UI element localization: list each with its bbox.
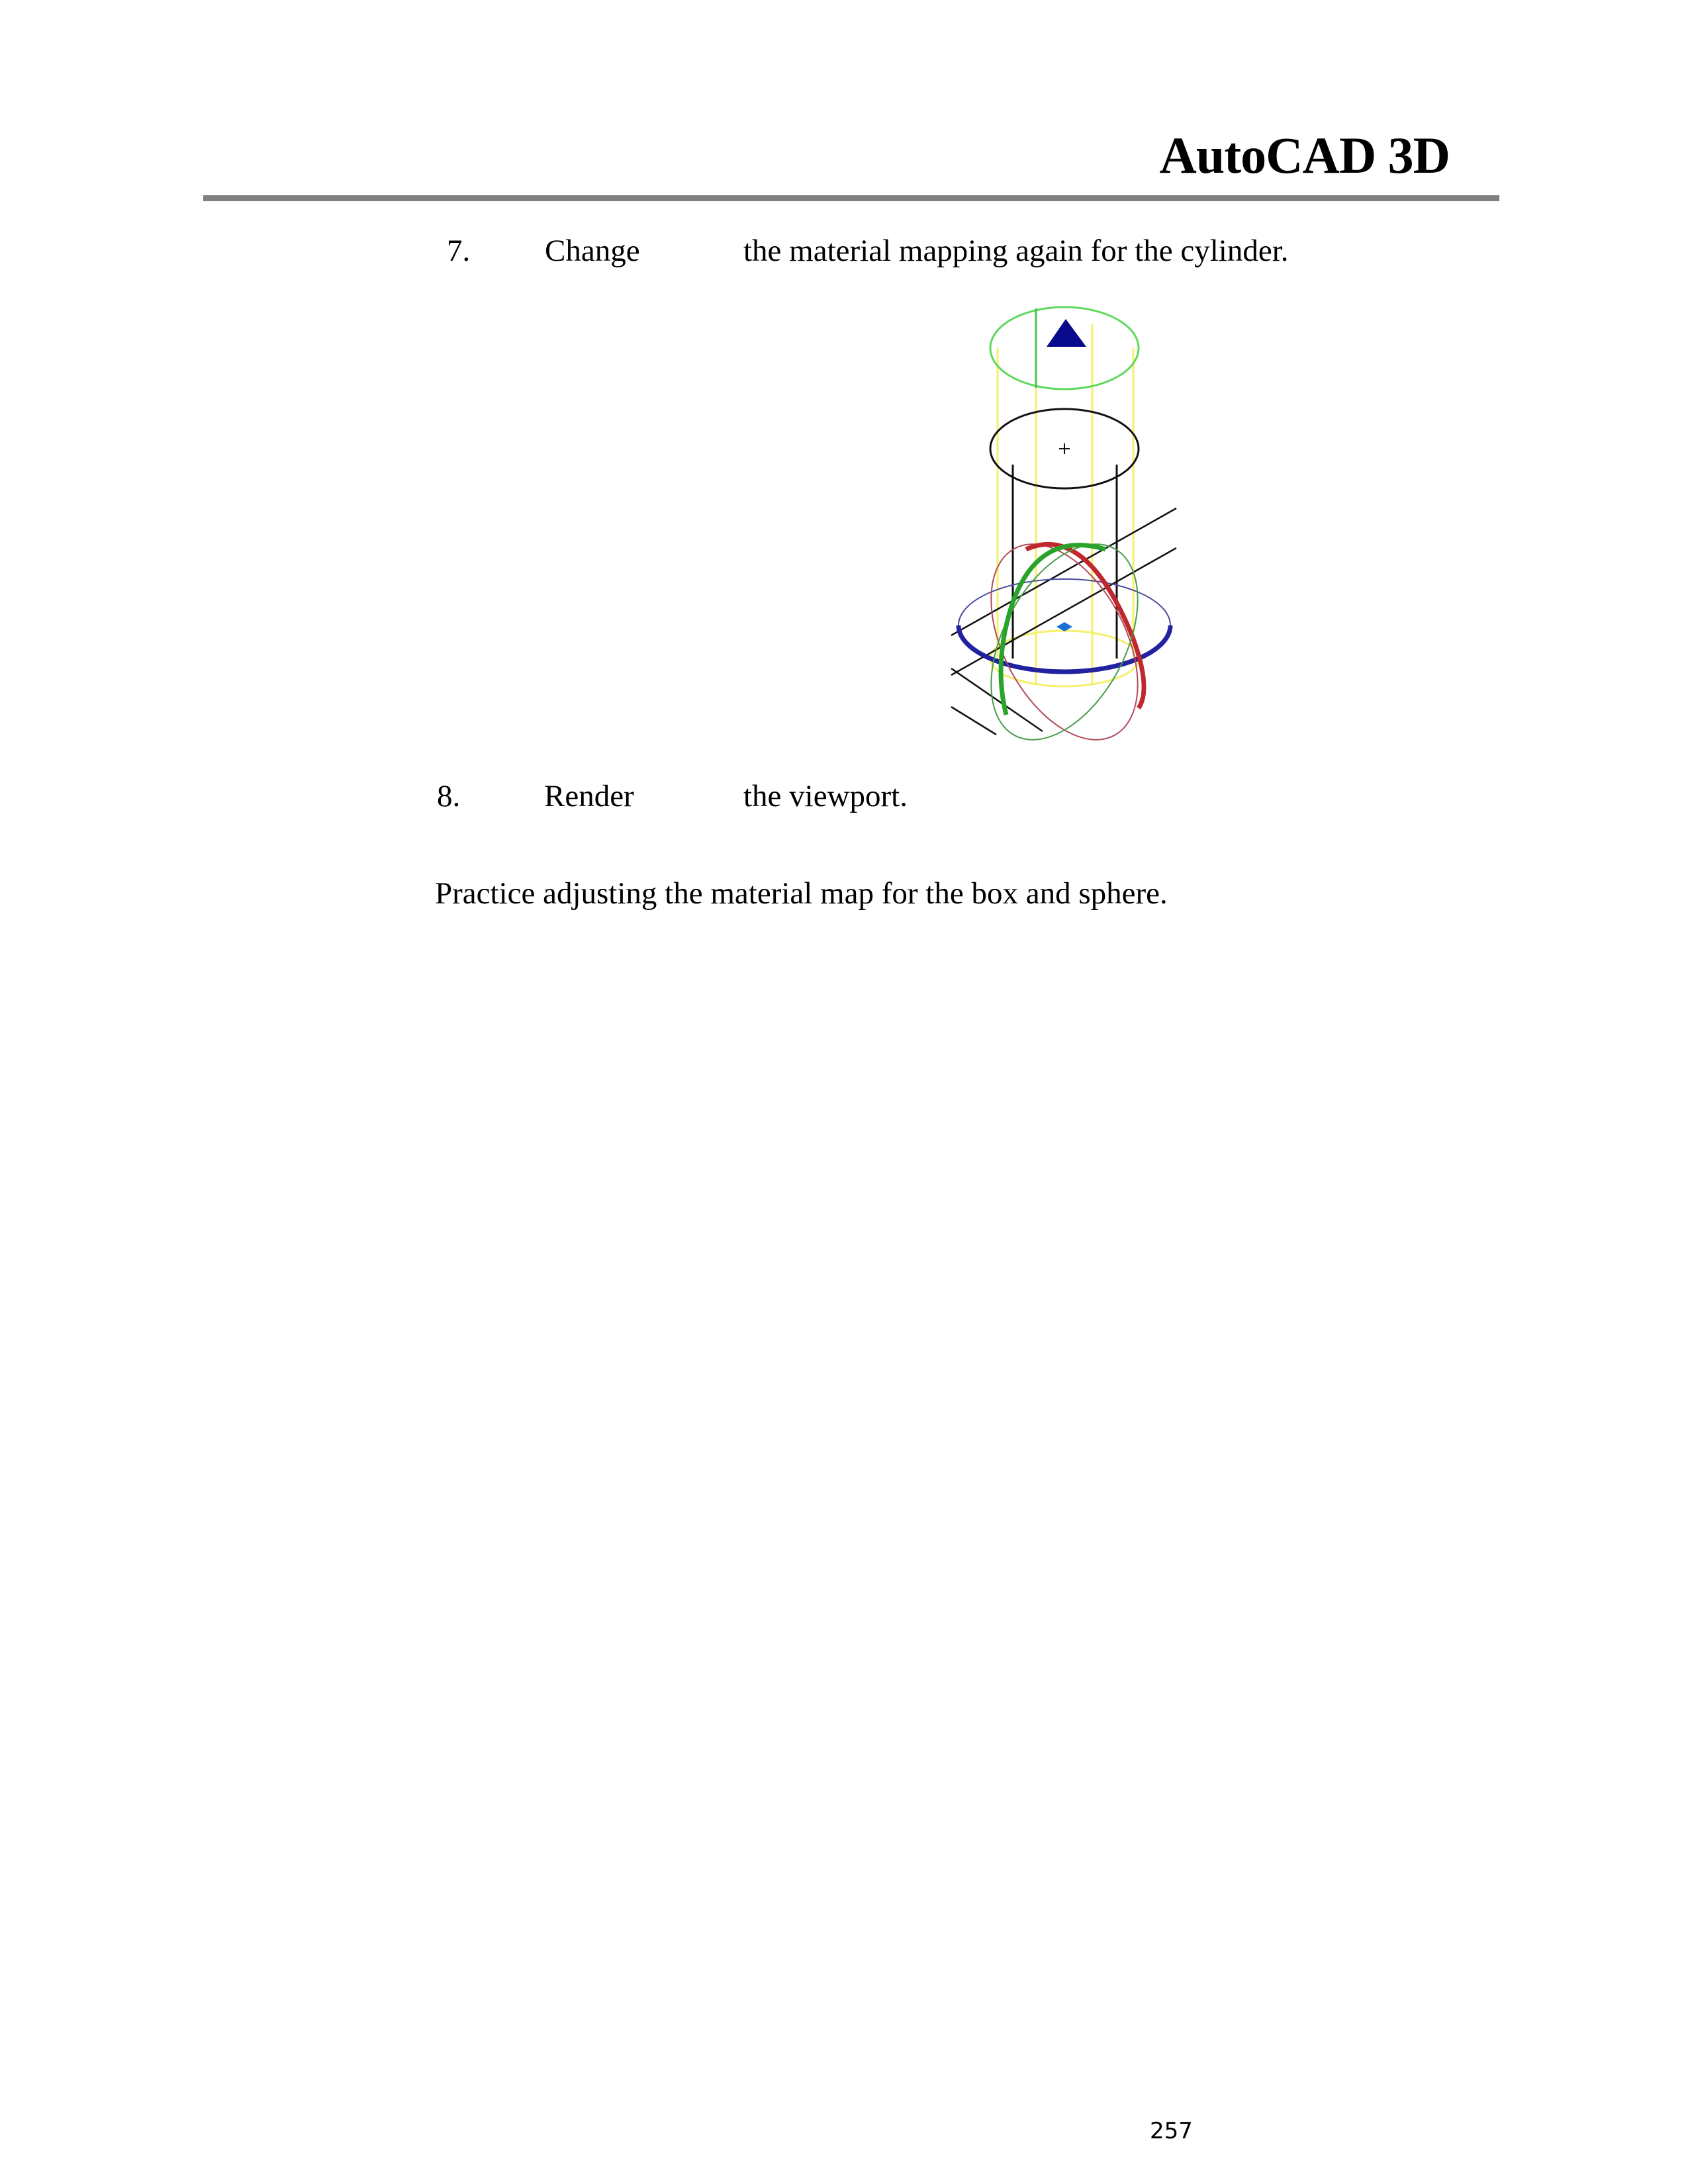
step-description: the material mapping again for the cylinder.: [743, 234, 1289, 268]
step-description: the viewport.: [743, 779, 908, 813]
practice-note: Practice adjusting the material map for the box and sphere.: [435, 876, 1168, 911]
step-8: [0, 781, 1688, 821]
triangle-grip-icon: [1047, 319, 1086, 347]
header-rule: [203, 195, 1499, 201]
header-title: AutoCAD 3D: [1159, 126, 1450, 184]
cylinder-mapping-figure: [940, 291, 1192, 741]
step-action: Change: [545, 234, 640, 268]
step-number: 7.: [447, 234, 471, 268]
step-action: Render: [544, 779, 634, 813]
step-number: 8.: [437, 779, 461, 813]
diagonal-line: [951, 707, 996, 735]
diagonal-line: [951, 668, 1043, 731]
diagonal-line: [951, 508, 1176, 635]
page-number: 257: [1150, 2118, 1193, 2144]
top-grip-ellipse: [990, 307, 1139, 389]
rotate-y-ring-front: [1001, 545, 1105, 715]
step-7: [0, 236, 1688, 275]
